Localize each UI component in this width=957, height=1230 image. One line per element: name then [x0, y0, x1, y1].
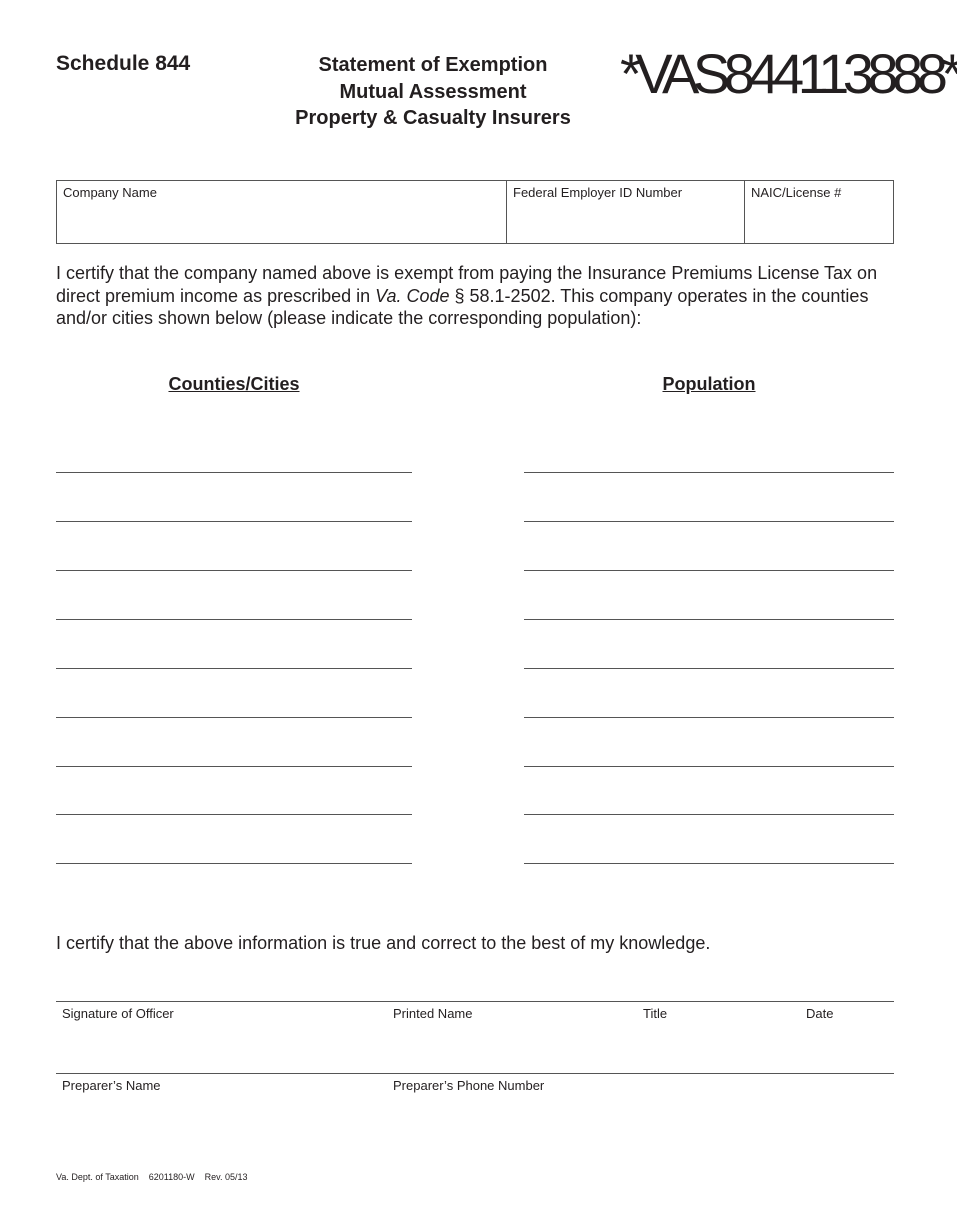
cert-text-part-2: § 58.1-2502. This company operates in the counties and/or cities shown below (please indicate the corresponding population):: [56, 285, 869, 328]
county-entry-line[interactable]: [56, 570, 412, 571]
cert-text-part-1: I certify that the company named above is exempt from paying the Insurance Premiums License Tax on direct premium income as prescribed in: [56, 263, 878, 306]
population-entry-line[interactable]: [524, 717, 894, 718]
population-entry-line[interactable]: [524, 472, 894, 473]
form-title: [268, 52, 598, 132]
company-id-box: [56, 180, 894, 244]
date-label: Date: [806, 1006, 834, 1021]
schedule-number: Schedule 844: [56, 52, 191, 75]
footer-dept: Va. Dept. of Taxation: [56, 1172, 139, 1182]
printed-name-label: Printed Name: [393, 1006, 473, 1021]
officer-signature-row: [56, 1001, 894, 1021]
population-entry-line[interactable]: [524, 766, 894, 767]
title-line-3: Property & Casualty Insurers: [295, 107, 571, 129]
fein-field[interactable]: [507, 181, 745, 243]
county-entry-line[interactable]: [56, 619, 412, 620]
preparers-name-label: Preparer’s Name: [62, 1078, 161, 1093]
signature-of-officer-label: Signature of Officer: [62, 1006, 174, 1021]
population-entry-line[interactable]: [524, 521, 894, 522]
company-name-field[interactable]: [57, 181, 507, 243]
fein-label: Federal Employer ID Number: [513, 185, 683, 200]
county-entry-line[interactable]: [56, 814, 412, 815]
county-entry-line[interactable]: [56, 521, 412, 522]
population-entry-line[interactable]: [524, 619, 894, 620]
population-entry-line[interactable]: [524, 570, 894, 571]
county-entry-line[interactable]: [56, 863, 412, 864]
footer-form-number: 6201180-W: [148, 1172, 195, 1182]
exemption-certification-text: [56, 262, 898, 330]
county-entry-line[interactable]: [56, 717, 412, 718]
title-line-2: Mutual Assessment: [339, 80, 527, 103]
form-footer: [56, 1172, 248, 1182]
population-entry-line[interactable]: [524, 814, 894, 815]
title-line-1: Statement of Exemption: [318, 54, 548, 76]
preparers-phone-label: Preparer’s Phone Number: [393, 1078, 545, 1093]
va-code-reference: Va. Code: [375, 285, 450, 306]
population-entry-line[interactable]: [524, 863, 894, 864]
barcode-text: *VAS844113888*: [620, 42, 957, 105]
title-label: Title: [643, 1006, 668, 1021]
naic-license-field[interactable]: [745, 181, 893, 243]
population-header: Population: [662, 374, 756, 394]
county-entry-line[interactable]: [56, 472, 412, 473]
population-entry-line[interactable]: [524, 668, 894, 669]
preparer-row: [56, 1073, 894, 1093]
footer-revision: Rev. 05/13: [204, 1172, 248, 1182]
company-name-label: Company Name: [63, 185, 157, 200]
county-entry-line[interactable]: [56, 766, 412, 767]
counties-cities-header: Counties/Cities: [168, 374, 300, 394]
county-entry-line[interactable]: [56, 668, 412, 669]
naic-license-label: NAIC/License #: [751, 185, 842, 200]
final-certification-text: I certify that the above information is true and correct to the best of my knowledge.: [56, 933, 711, 953]
